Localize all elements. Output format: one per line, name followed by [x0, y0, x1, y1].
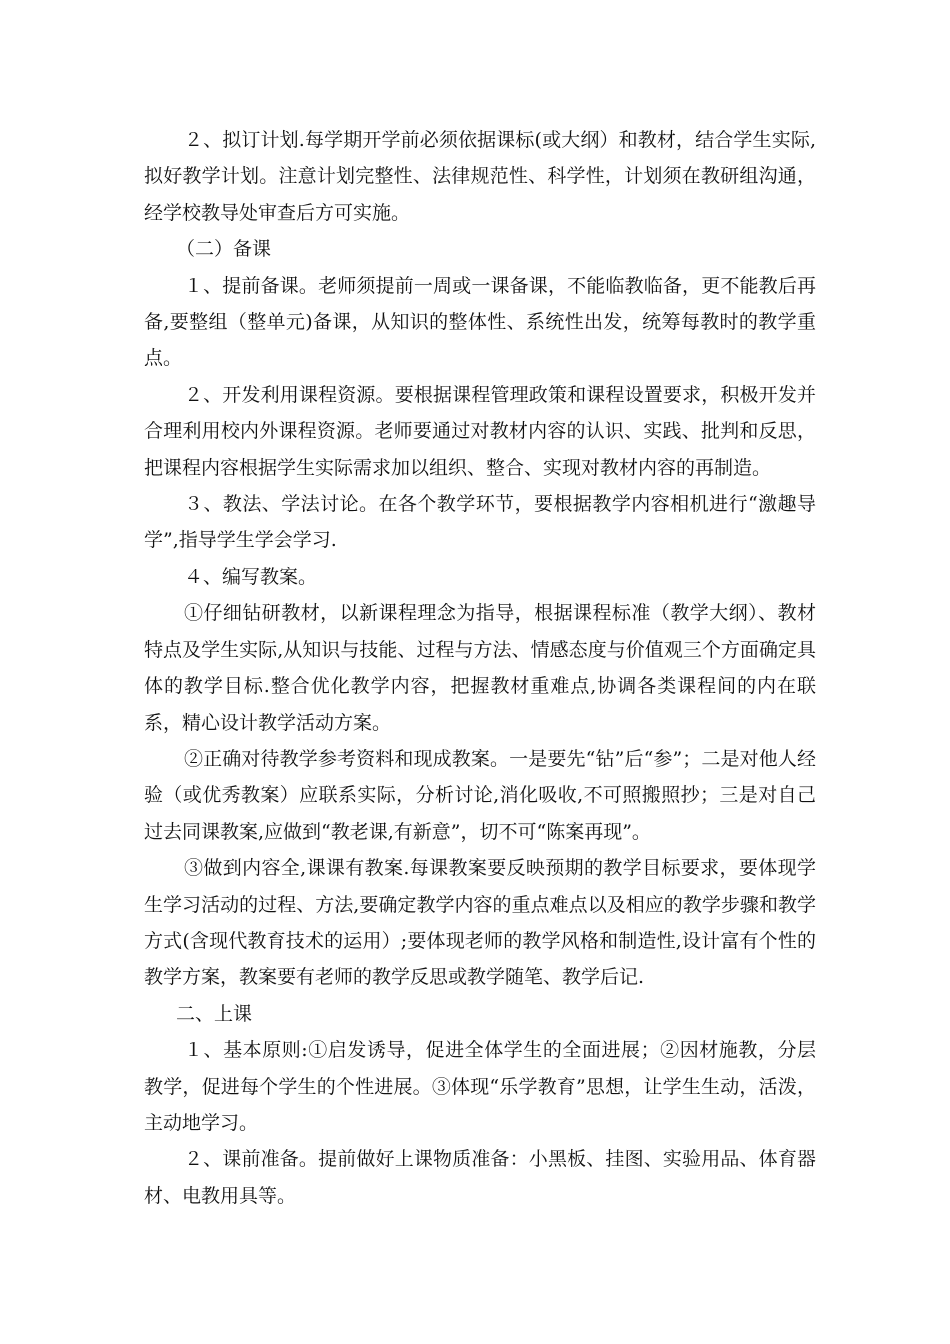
paragraph-early-prep: １、提前备课。老师须提前一周或一课备课，不能临教临备，更不能教后再备,要整组（整单元)备课，从知识的整体性、系统性出发，统筹每教时的教学重点。	[144, 274, 816, 370]
paragraph-write-plans: ４、编写教案。	[184, 565, 318, 588]
paragraph-plan: ２、拟订计划.每学期开学前必须依据课标(或大纲）和教材，结合学生实际,拟好教学计划。注意计划完整性、法律规范性、科学性，计划须在教研组沟通，经学校教导处审查后方可实施。	[144, 129, 816, 224]
paragraph-course-resources: ２、开发利用课程资源。要根据课程管理政策和课程设置要求，积极开发并合理利用校内外课程资源。老师要通过对教材内容的认识、实践、批判和反思，把课程内容根据学生实际需求加以组织、整合、实现对教材内容的再制造。	[144, 383, 816, 479]
document-body	[144, 122, 816, 1214]
paragraph-class-preparation: ２、课前准备。提前做好上课物质准备：小黑板、挂图、实验用品、体育器材、电教用具等。	[144, 1148, 816, 1207]
section-heading-lesson-prep: （二）备课	[176, 238, 272, 261]
paragraph-teaching-methods: ３、教法、学法讨论。在各个教学环节，要根据教学内容相机进行“激趣导学”,指导学生学会学习.	[144, 493, 816, 552]
paragraph-study-materials: ①仔细钻研教材，以新课程理念为指导，根据课程标准（教学大纲）、教材特点及学生实际,从知识与技能、过程与方法、情感态度与价值观三个方面确定具体的教学目标.整合优化教学内容，把握教材重难点,协调各类课程间的内在联系，精心设计教学活动方案。	[144, 602, 816, 734]
paragraph-basic-principles: １、基本原则:①启发诱导，促进全体学生的全面进展；②因材施教，分层教学，促进每个学生的个性进展。③体现“乐学教育”思想，让学生生动，活泼，主动地学习。	[144, 1039, 816, 1134]
paragraph-reference-materials: ②正确对待教学参考资料和现成教案。一是要先“钻”后“参”；二是对他人经验（或优秀教案）应联系实际，分析讨论,消化吸收,不可照搬照抄；三是对自己过去同课教案,应做到“教老课,有新意”，切不可“陈案再现”。	[144, 747, 816, 843]
paragraph-complete-content: ③做到内容全,课课有教案.每课教案要反映预期的教学目标要求，要体现学生学习活动的过程、方法,要确定教学内容的重点难点以及相应的教学步骤和教学方式(含现代教育技术的运用）;要体现老师的教学风格和制造性,设计富有个性的教学方案，教案要有老师的教学反思或教学随笔、教学后记.	[144, 857, 816, 989]
section-heading-class: 二、上课	[176, 1002, 253, 1025]
